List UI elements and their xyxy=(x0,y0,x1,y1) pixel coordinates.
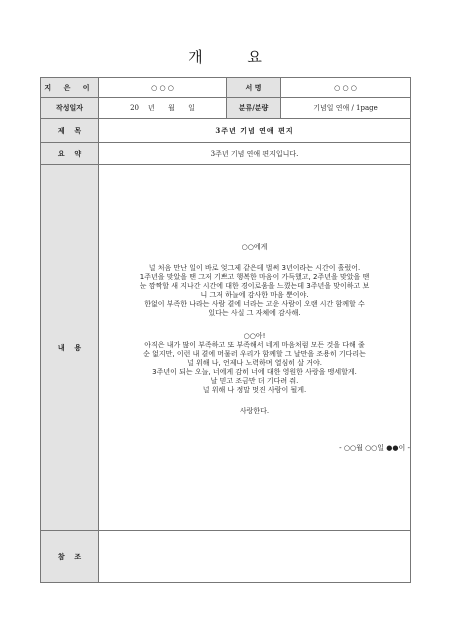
letter-line: 1주년을 맞았을 땐 그저 기쁘고 행복한 마음이 가득했고, 2주년을 맞았을 땐 xyxy=(139,272,370,281)
letter-line: 3주년이 되는 오늘, 너에게 감히 너에 대한 영원한 사랑을 맹세할게. xyxy=(152,367,357,376)
letter-signoff: - ○○월 ○○일 ●●이 - xyxy=(339,443,410,452)
letter-line: 날 믿고 조금만 더 기다려 줘. xyxy=(210,376,299,385)
document-title: 개 요 xyxy=(188,48,282,66)
letter-greeting: ○○에게 xyxy=(241,242,268,251)
letter-line: 있다는 사실 그 자체에 감사해. xyxy=(208,308,301,317)
letter-line: 널 위해 나 정말 멋진 사람이 될게. xyxy=(202,385,307,394)
signature-value: ○ ○ ○ xyxy=(281,78,411,98)
letter-line: 널 위해 나, 언제나 노력하며 열심히 살 거야. xyxy=(187,358,322,367)
content-label: 내 용 xyxy=(41,165,99,531)
reference-value xyxy=(99,531,411,583)
letter-line: 순 없지만, 이런 내 곁에 머물러 우리가 함께할 그 날만을 조용히 기다리는 xyxy=(143,349,366,358)
category-value: 기념일 연애 / 1page xyxy=(281,98,411,119)
summary-row xyxy=(41,143,411,165)
letter-line: 아직은 내가 많이 부족하고 또 부족해서 네게 마음처럼 모든 것을 다해 줄 xyxy=(144,340,365,349)
summary-form-table xyxy=(40,77,411,583)
author-label: 지 은 이 xyxy=(41,78,99,98)
reference-row xyxy=(41,531,411,583)
date-row xyxy=(41,98,411,119)
category-label: 분류/분량 xyxy=(227,98,281,119)
letter-line: 널 처음 만난 일이 바로 엊그제 같은데 벌써 3년이라는 시간이 흘렀어. xyxy=(148,263,361,272)
letter-line: 눈 깜짝할 새 지나간 시간에 대한 경이로움을 느꼈는데 3주년을 맞이하고 보 xyxy=(139,281,370,290)
letter-line: 니 그저 하늘에 감사한 마음 뿐이야. xyxy=(200,290,309,299)
reference-label: 참 조 xyxy=(41,531,99,583)
subject-label: 제 목 xyxy=(41,119,99,143)
summary-value: 3주년 기념 연애 편지입니다. xyxy=(99,143,411,165)
letter-closing: 사랑한다. xyxy=(239,406,270,415)
author-value: ○ ○ ○ xyxy=(99,78,227,98)
letter-body xyxy=(99,165,411,531)
summary-label: 요 약 xyxy=(41,143,99,165)
subject-value: 3주년 기념 연애 편지 xyxy=(99,119,411,143)
date-label: 작성일자 xyxy=(41,98,99,119)
author-row xyxy=(41,78,411,98)
letter-greeting-2: ○○아! xyxy=(243,331,266,340)
date-value: 20 년 월 일 xyxy=(99,98,227,119)
content-row xyxy=(41,165,411,531)
signature-label: 서 명 xyxy=(227,78,281,98)
letter-line: 한없이 부족한 나라는 사람 곁에 너라는 고운 사람이 오랜 시간 함께할 수 xyxy=(144,299,365,308)
subject-row xyxy=(41,119,411,143)
